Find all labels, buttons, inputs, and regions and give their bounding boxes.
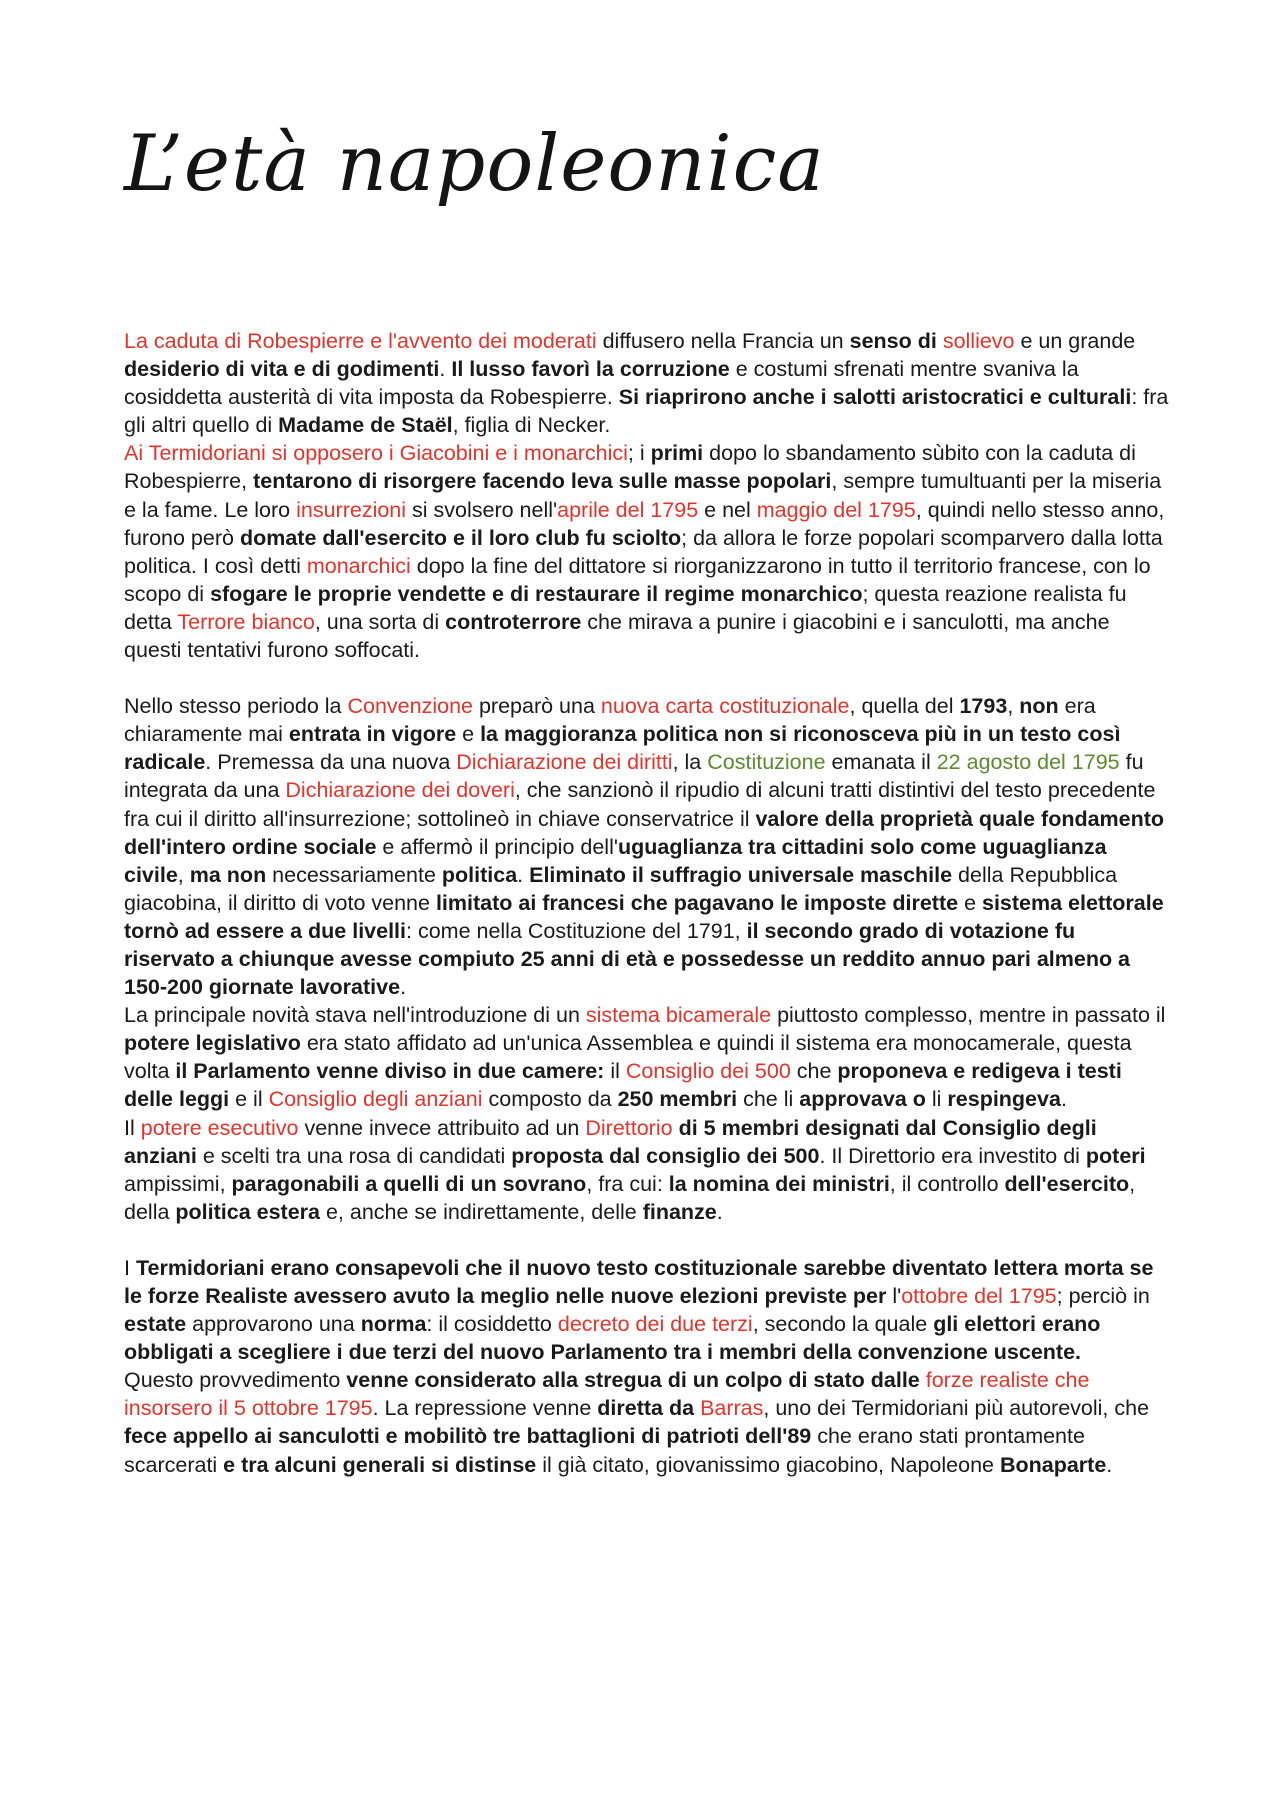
bold-text: la nomina dei ministri (668, 1171, 890, 1196)
highlight-red-text: ottobre del 1795 (901, 1284, 1057, 1308)
body-text: che erano stati prontamente scarcerati (124, 1424, 1085, 1477)
bold-text: la maggioranza politica non si riconosceva più in un testo così radicale (124, 722, 1121, 775)
body-text: . (1106, 1452, 1113, 1477)
body-text: diffusero nella Francia un (596, 329, 850, 353)
bold-text: Termidoriani erano consapevoli che il nuovo testo costituzionale sarebbe diventato lettera morta se le forze Realiste avessero avuto la meglio nelle nuove elezioni previste per (124, 1255, 1154, 1308)
body-text: che li (737, 1087, 800, 1112)
body-text: La principale novità stava nell'introduzione di un (124, 1003, 586, 1028)
bold-text: valore della proprietà quale fondamento dell'intero ordine sociale (124, 806, 1165, 859)
body-text: , la (672, 750, 708, 775)
body-text: ; da allora le forze popolari scomparvero dalla lotta politica. I così detti (124, 525, 1163, 578)
body-text: , (177, 862, 190, 887)
paragraph (124, 327, 1169, 439)
body-text: Questo provvedimento (124, 1368, 347, 1393)
body-text: . (400, 975, 407, 1000)
body-text: fu integrata da una (124, 750, 1144, 803)
bold-text: entrata in vigore (288, 722, 457, 747)
bold-text: domate dall'esercito e il loro club fu sciolto (239, 525, 682, 550)
body-text: . (716, 1199, 723, 1224)
body-text: emanata il (825, 750, 937, 775)
highlight-red-text: sistema bicamerale (585, 1003, 772, 1028)
body-text: e affermò il principio dell' (376, 834, 618, 859)
body-text: . Il Direttorio era investito di (819, 1143, 1086, 1168)
bold-text: sfogare le proprie vendette e di restaurare il regime monarchico (210, 581, 863, 606)
bold-text: controterrore (445, 609, 582, 634)
bold-text: primi (650, 441, 704, 466)
body-text: Il (124, 1115, 141, 1140)
body-text: preparò una (473, 694, 601, 719)
bold-text: Si riaprirono anche i salotti aristocratici e culturali (618, 385, 1132, 410)
bold-text: di 5 membri designati dal Consiglio degli anziani (124, 1115, 1097, 1168)
body-text: venne invece attribuito ad un (298, 1115, 586, 1140)
body-text: e un grande (1014, 329, 1136, 353)
body-text: approvarono una (186, 1312, 361, 1337)
bold-text: estate (124, 1312, 187, 1337)
bold-text: politica estera (175, 1199, 320, 1224)
body-text: e (958, 890, 982, 915)
body-text: ; perciò in (1056, 1284, 1150, 1308)
highlight-red-text: Consiglio dei 500 (625, 1059, 791, 1084)
body-text: , secondo la quale (752, 1312, 934, 1337)
body-text: l' (886, 1284, 902, 1308)
bold-text: ma non (189, 862, 267, 887)
body-text: Nello stesso periodo la (124, 694, 348, 719)
highlight-green-text: Costituzione (707, 750, 826, 775)
body-text: li (925, 1087, 948, 1112)
bold-text: 250 membri (617, 1087, 738, 1112)
body-text: della Repubblica giacobina, il diritto di voto venne (124, 862, 1118, 915)
bold-text: senso di (849, 329, 937, 353)
highlight-red-text: Dichiarazione dei diritti (456, 750, 673, 775)
highlight-red-text: aprile del 1795 (557, 497, 699, 522)
bold-text: proposta dal consiglio dei 500 (511, 1143, 820, 1168)
body-text: il (604, 1059, 626, 1084)
body-text: , sempre tumultuanti per la miseria e la fame. Le loro (124, 469, 1162, 522)
bold-text: poteri (1085, 1143, 1146, 1168)
bold-text: il Parlamento venne diviso in due camere: (175, 1059, 605, 1084)
bold-text: Il lusso favorì la corruzione (451, 357, 730, 382)
body-text: , fra cui: (586, 1171, 669, 1196)
body-text: , (1007, 694, 1020, 719)
bold-text: finanze (642, 1199, 717, 1224)
document-body (124, 327, 1169, 1479)
body-text: dopo lo sbandamento sùbito con la caduta di Robespierre, (124, 441, 1136, 494)
paragraph (124, 1254, 1169, 1366)
body-text: . (439, 357, 452, 382)
bold-text: e tra alcuni generali si distinse (223, 1452, 537, 1477)
body-text: e (456, 722, 481, 747)
body-text: , il controllo (889, 1171, 1005, 1196)
highlight-red-text: Consiglio degli anziani (268, 1087, 483, 1112)
page-title: L’età napoleonica (124, 119, 825, 209)
highlight-red-text: Convenzione (347, 694, 473, 719)
highlight-red-text: Dichiarazione dei doveri (285, 778, 515, 803)
body-text: era chiaramente mai (124, 694, 1096, 747)
highlight-red-text: maggio del 1795 (756, 497, 916, 522)
body-text: : fra gli altri quello di (124, 385, 1169, 438)
body-text: e nel (698, 497, 757, 522)
bold-text: norma (360, 1312, 427, 1337)
body-text: : il cosiddetto (426, 1312, 558, 1337)
bold-text: dell'esercito (1004, 1171, 1130, 1196)
bold-text: non (1019, 694, 1059, 719)
bold-text: venne considerato alla stregua di un colpo di stato dalle (346, 1368, 920, 1393)
body-text: , figlia di Necker. (452, 413, 611, 438)
body-text: e costumi sfrenati mentre svaniva la cosiddetta austerità di vita imposta da Robespierre. (124, 357, 1079, 410)
paragraph (124, 1001, 1169, 1113)
paragraph (124, 692, 1169, 1001)
bold-text: gli elettori erano obbligati a scegliere i due terzi del nuovo Parlamento tra i membri della convenzione uscente. (124, 1312, 1101, 1365)
bold-text: proponeva e redigeva i testi delle leggi (124, 1059, 1122, 1112)
body-text: il già citato, giovanissimo giacobino, Napoleone (536, 1452, 1000, 1477)
bold-text: Eliminato il suffragio universale maschile (529, 862, 953, 887)
highlight-red-text: forze realiste che insorsero il 5 ottobre 1795 (124, 1368, 1090, 1421)
body-text: e, anche se indirettamente, delle (320, 1199, 643, 1224)
bold-text: il secondo grado di votazione fu riservato a chiunque avesse compiuto 25 anni di età e possedesse un reddito annuo pari almeno a 150-200 giornate lavorative (124, 918, 1131, 1000)
highlight-red-text: potere esecutivo (140, 1115, 299, 1140)
highlight-red-text: Ai Termidoriani si opposero i Giacobini e i monarchici (124, 441, 628, 466)
highlight-red-text: nuova carta costituzionale (600, 694, 850, 719)
body-text: : come nella Costituzione del 1791, (406, 918, 747, 943)
highlight-red-text: monarchici (306, 553, 411, 578)
body-text: ampissimi, (124, 1171, 232, 1196)
body-text: . La repressione venne (372, 1396, 598, 1421)
highlight-green-text: 22 agosto del 1795 (936, 750, 1120, 775)
body-text: , uno dei Termidoriani più autorevoli, che (763, 1396, 1150, 1421)
highlight-red-text: Barras (700, 1396, 764, 1421)
body-text: era stato affidato ad un'unica Assemblea e quindi il sistema era monocamerale, questa volta (124, 1031, 1132, 1084)
bold-text: respingeva (947, 1087, 1061, 1112)
highlight-red-text: decreto dei due terzi (557, 1312, 753, 1337)
bold-text: sistema elettorale tornò ad essere a due livelli (124, 890, 1164, 943)
bold-text: desiderio di vita e di godimenti (124, 357, 440, 382)
body-text: e scelti tra una rosa di candidati (196, 1143, 512, 1168)
body-text: , una sorta di (314, 609, 446, 634)
body-text: che mirava a punire i giacobini e i sanculotti, ma anche questi tentativi furono soffocati. (124, 609, 1110, 663)
body-text: , quella del (849, 694, 960, 719)
bold-text: uguaglianza tra cittadini solo come uguaglianza civile (124, 834, 1107, 887)
bold-text: Bonaparte (999, 1452, 1107, 1477)
body-text: , della (124, 1171, 1136, 1224)
highlight-red-text: Terrore bianco (177, 609, 315, 634)
paragraph (124, 1114, 1169, 1226)
bold-text: paragonabili a quelli di un sovrano (231, 1171, 587, 1196)
bold-text: tentarono di risorgere facendo leva sulle masse popolari (253, 469, 832, 494)
paragraph (124, 439, 1169, 664)
highlight-red-text: Direttorio (585, 1115, 673, 1140)
bold-text: Madame de Staël (278, 413, 453, 438)
paragraph (124, 1366, 1169, 1478)
body-text: si svolsero nell' (406, 497, 558, 522)
body-text: ; i (627, 441, 651, 466)
body-text: piuttosto complesso, mentre in passato il (771, 1003, 1166, 1028)
body-text: , che sanzionò il ripudio di alcuni tratti distintivi del testo precedente fra cui il diritto all'insurrezione; sottolineò in chiave conservatrice il (124, 778, 1156, 831)
body-text: . Premessa da una nuova (205, 750, 457, 775)
bold-text: 1793 (959, 694, 1008, 719)
body-text: dopo la fine del dittatore si riorganizzarono in tutto il territorio francese, con lo scopo di (124, 553, 1151, 606)
highlight-red-text: insurrezioni (296, 497, 407, 522)
bold-text: politica (441, 862, 518, 887)
bold-text: fece appello ai sanculotti e mobilitò tre battaglioni di patrioti dell'89 (124, 1424, 812, 1449)
bold-text: limitato ai francesi che pagavano le imposte dirette (435, 890, 959, 915)
highlight-red-text: sollievo (942, 329, 1015, 353)
body-text: I (124, 1255, 136, 1280)
body-text: composto da (482, 1087, 618, 1112)
bold-text: potere legislativo (124, 1031, 301, 1056)
highlight-red-text: La caduta di Robespierre e l'avvento dei moderati (124, 329, 597, 353)
body-text: e il (229, 1087, 269, 1112)
body-text: che (790, 1059, 838, 1084)
bold-text: diretta da (597, 1396, 695, 1421)
body-text: . (517, 862, 530, 887)
bold-text: approvava o (799, 1087, 926, 1112)
body-text: necessariamente (266, 862, 442, 887)
body-text: , quindi nello stesso anno, furono però (124, 497, 1165, 550)
body-text: . (1060, 1087, 1067, 1112)
body-text: ; questa reazione realista fu detta (124, 581, 1127, 634)
